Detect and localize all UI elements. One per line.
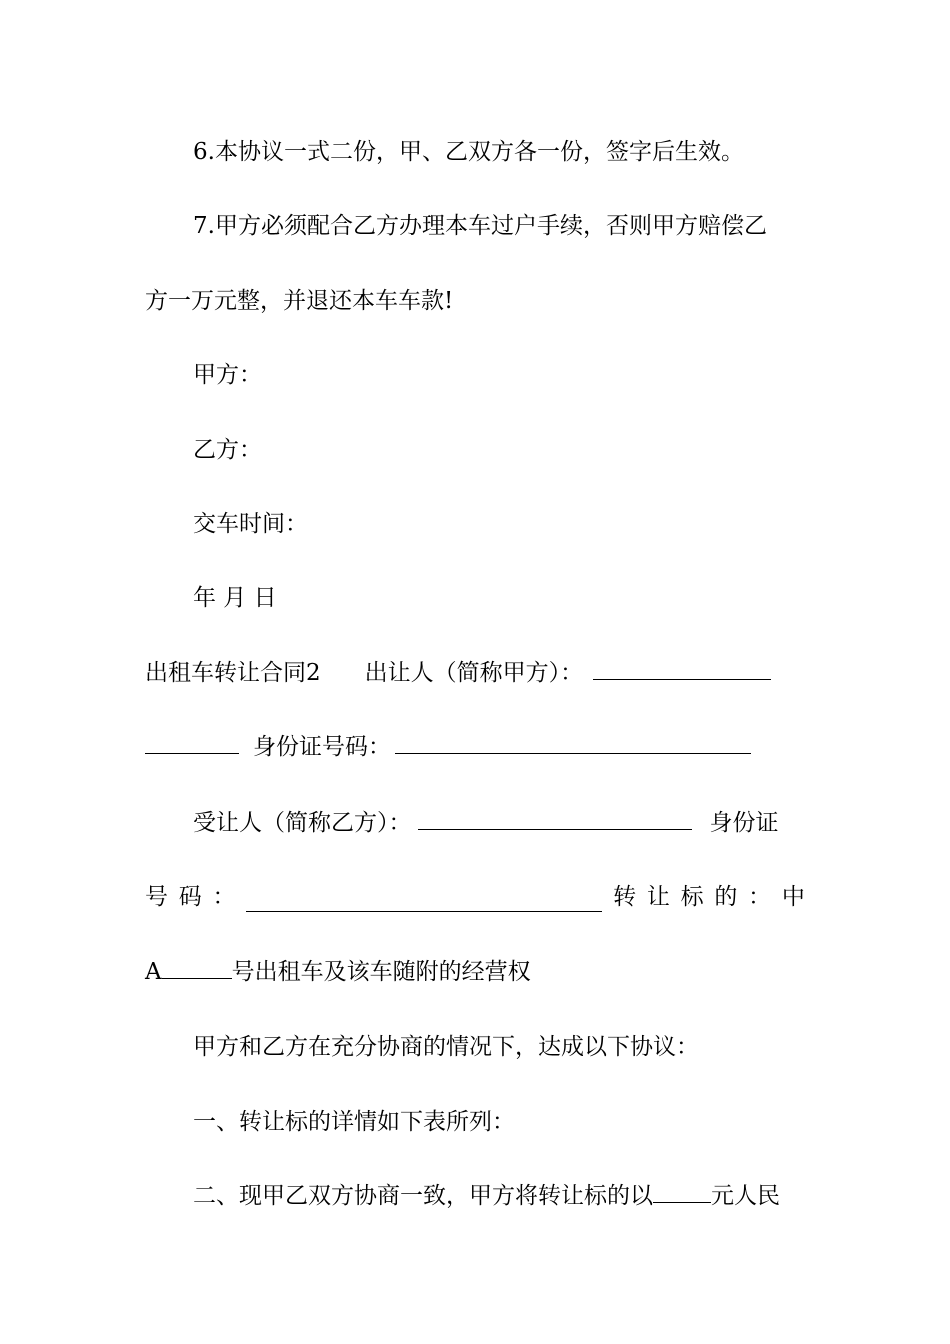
subject-char-6: 中 <box>781 884 805 910</box>
transferee-label: 受让人（简称乙方）： <box>193 810 412 836</box>
subject-char-3: 标 <box>680 884 704 910</box>
id-number-blank <box>395 729 751 754</box>
plate-number-blank <box>162 954 232 979</box>
id-number-label: 身份证号码： <box>253 734 391 760</box>
clause-1: 一、转让标的详情如下表所列： <box>193 1109 515 1135</box>
id-number-line <box>145 729 805 765</box>
subject-char-1: 转 <box>613 884 637 910</box>
paragraph-7-line-1: 7.甲方必须配合乙方办理本车过户手续，否则甲方赔偿乙 <box>193 213 767 239</box>
party-b-label: 乙方： <box>193 437 262 463</box>
subject-char-5: ： <box>748 884 772 910</box>
subject-line <box>145 954 805 990</box>
transferee-id-subject-line <box>145 879 805 915</box>
clause-2-prefix: 二、现甲乙双方协商一致，甲方将转让标的以 <box>193 1183 653 1209</box>
transferor-label: 出让人（简称甲方）： <box>364 660 584 686</box>
transferee-id-label-start: 身份证 <box>709 810 779 836</box>
transferee-id-blank <box>246 887 602 912</box>
transferee-name-blank <box>418 805 692 830</box>
contract-2-header-line <box>145 655 805 691</box>
date-label: 年 月 日 <box>193 585 277 611</box>
paragraph-7-line-2: 方一万元整，并退还本车车款! <box>145 288 454 314</box>
party-a-label: 甲方： <box>193 362 262 388</box>
subject-char-2: 让 <box>646 884 670 910</box>
id-char-1: 号 <box>145 884 168 910</box>
clause-2-suffix: 元人民 <box>711 1183 780 1209</box>
id-char-2: 码 <box>178 884 202 910</box>
delivery-time-label: 交车时间： <box>193 511 308 537</box>
paragraph-6: 6.本协议一式二份，甲、乙双方各一份，签字后生效。 <box>193 139 744 165</box>
subject-suffix: 号出租车及该车随附的经营权 <box>231 959 531 985</box>
transferee-line <box>193 805 805 841</box>
subject-prefix: A <box>145 959 162 985</box>
price-blank <box>653 1178 711 1203</box>
id-char-3: ： <box>212 884 236 910</box>
subject-char-4: 的 <box>714 884 738 910</box>
transferor-name-blank-cont <box>145 729 239 754</box>
contract-title: 出租车转让合同2 <box>145 660 321 686</box>
clause-2-line <box>193 1178 805 1214</box>
transferor-name-blank <box>593 655 771 680</box>
agreement-intro: 甲方和乙方在充分协商的情况下，达成以下协议： <box>193 1034 699 1060</box>
